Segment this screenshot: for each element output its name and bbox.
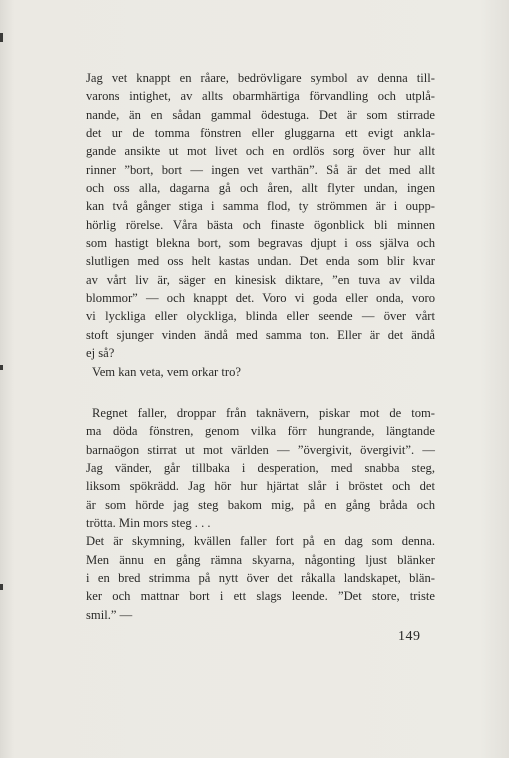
text-line: slutligen med oss helt kastas undan. Det enda som blir kvar [86, 254, 435, 269]
text-line: blommor” — och knappt det. Voro vi goda eller onda, voro [86, 291, 435, 306]
text-line: varons intighet, av allts obarmhärtiga förvandling och utplå- [86, 89, 435, 104]
text-line: är som hörde jag steg bakom mig, på en gång bråda och [86, 497, 435, 512]
text-line: Jag vet knappt en råare, bedrövligare symbol av denna till- [86, 71, 435, 85]
text-line: ej så? [86, 346, 115, 361]
text-line: nande, än en sådan gammal ödestuga. Det är som stirrade [86, 107, 435, 122]
text-line: ker och mattnar bort i ett slags leende. ”Det store, triste [86, 589, 435, 604]
page-number: 149 [398, 629, 421, 644]
page-edge-mark [0, 365, 3, 370]
text-line: liksom spökrädd. Jag hör hur hjärtat slår i bröstet och det [86, 479, 435, 494]
text-line: Regnet faller, droppar från taknävern, piskar mot de tom- [92, 406, 435, 420]
text-line: Jag vänder, går tillbaka i desperation, med snabba steg, [86, 461, 435, 476]
section-2-paragraph-2 [86, 532, 435, 624]
closing-question: Vem kan veta, vem orkar tro? [92, 364, 241, 379]
text-line: hörlig rörelse. Våra bästa och finaste ögonblick bli minnen [86, 217, 435, 232]
section-1-paragraph [86, 69, 435, 363]
text-line: i en bred strimma på nytt över det råkalla landskapet, blän- [86, 571, 435, 586]
text-line: som hastigt blekna bort, som begravas djupt i oss själva och [86, 236, 435, 251]
page-edge-mark [0, 584, 3, 590]
section-2-paragraph-1 [86, 404, 435, 532]
text-line: smil.” — [86, 607, 133, 622]
text-line: barnaögon stirrat ut mot världen — ”övergivit, övergivit”. — [86, 442, 435, 457]
page-edge-mark [0, 33, 3, 42]
text-line: rinner ”bort, bort — ingen vet varthän”. Så är det med allt [86, 162, 435, 177]
text-line: Men ännu en gång rämna skyarna, någonting ljust blänker [86, 552, 435, 567]
text-line: stoft sjunger vinden ändå med samma ton. Eller är det ändå [86, 327, 435, 342]
text-line: det ur de tomma fönstren eller gluggarna ett evigt ankla- [86, 126, 435, 141]
text-line: och oss alla, dagarna gå och åren, allt flyter undan, ingen [86, 181, 435, 196]
text-line: gande ansikte ut mot livet och en ordlös sorg över hur allt [86, 144, 435, 159]
text-line: trötta. Min mors steg . . . [86, 516, 211, 531]
section-1 [86, 69, 435, 381]
section-2 [86, 404, 435, 624]
text-line: av vårt liv är, säger en kinesisk diktare, ”en tuva av vilda [86, 272, 435, 287]
text-line: vi lyckliga eller olyckliga, blinda eller seende — över vårt [86, 309, 435, 324]
text-line: ma döda fönstren, genom vilka förr hungrande, längtande [86, 424, 435, 439]
text-line: kan två gånger stiga i samma flod, ty strömmen är i oupp- [86, 199, 435, 214]
text-line: Det är skymning, kvällen faller fort på en dag som denna. [86, 534, 435, 549]
